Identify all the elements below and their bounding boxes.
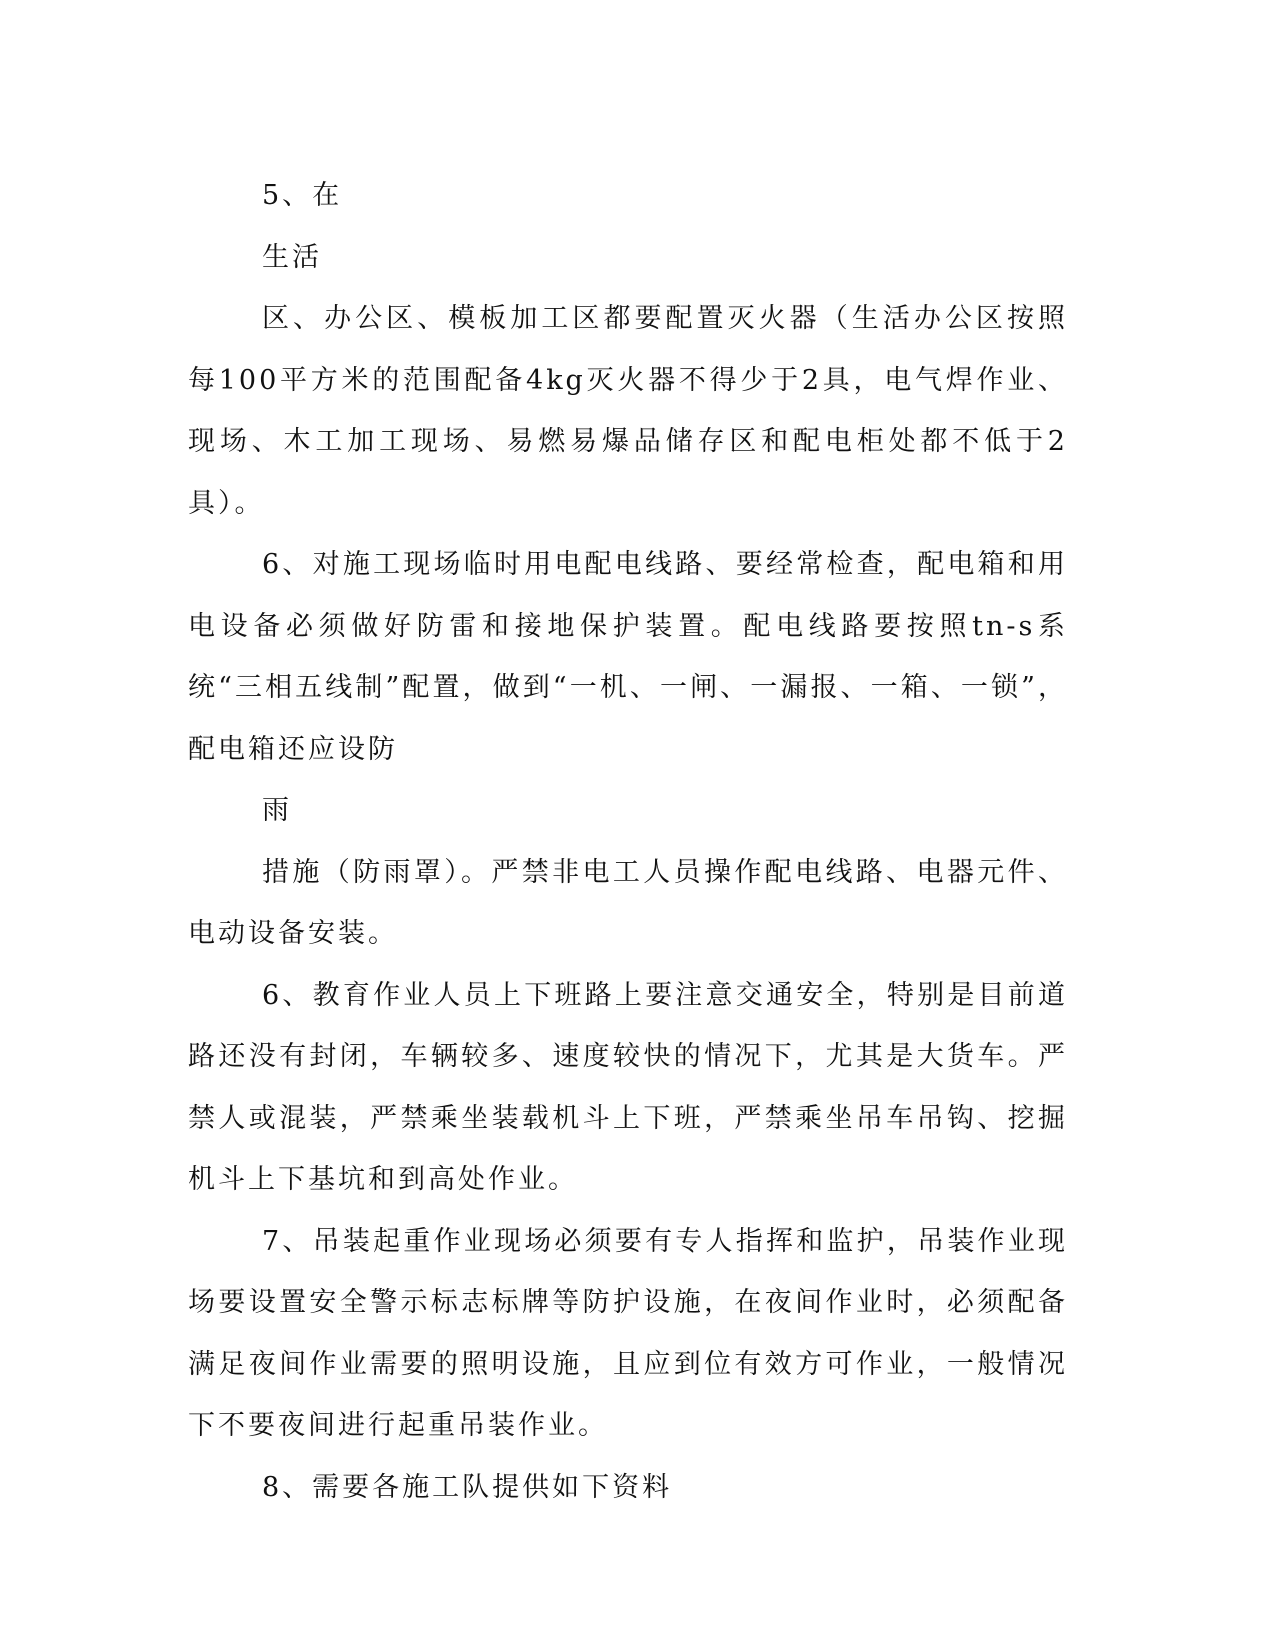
paragraph-traffic-safety: 6、教育作业人员上下班路上要注意交通安全，特别是目前道路还没有封闭，车辆较多、速度较快的情况下，尤其是大货车。严禁人或混装，严禁乘坐装载机斗上下班，严禁乘坐吊车吊钩、挖掘机斗上下基坑和到高处作业。 xyxy=(188,979,1068,1195)
paragraph-fire-extinguishers: 区、办公区、模板加工区都要配置灭火器（生活办公区按照每100平方米的范围配备4kg灭火器不得少于2具，电气焊作业、现场、木工加工现场、易燃易爆品储存区和配电柜处都不低于2具）。 xyxy=(188,303,1068,519)
paragraph-rain: 雨 xyxy=(262,795,292,826)
paragraph-rain-measures: 措施（防雨罩）。严禁非电工人员操作配电线路、电器元件、电动设备安装。 xyxy=(188,856,1068,949)
paragraph-required-documents: 8、需要各施工队提供如下资料 xyxy=(262,1471,673,1503)
paragraph-item-5-heading: 5、在 xyxy=(262,180,343,211)
paragraph-electrical-lines: 6、对施工现场临时用电配电线路、要经常检查，配电箱和用电设备必须做好防雷和接地保护装置。配电线路要按照tn-s系统“三相五线制”配置，做到“一机、一闸、一漏报、一箱、一锁”，配电箱还应设防 xyxy=(188,549,1068,765)
paragraph-living: 生活 xyxy=(262,241,322,273)
paragraph-lifting-operations: 7、吊装起重作业现场必须要有专人指挥和监护，吊装作业现场要设置安全警示标志标牌等防护设施，在夜间作业时，必须配备满足夜间作业需要的照明设施，且应到位有效方可作业，一般情况下不要夜间进行起重吊装作业。 xyxy=(188,1225,1068,1441)
document-body xyxy=(188,165,1068,1518)
